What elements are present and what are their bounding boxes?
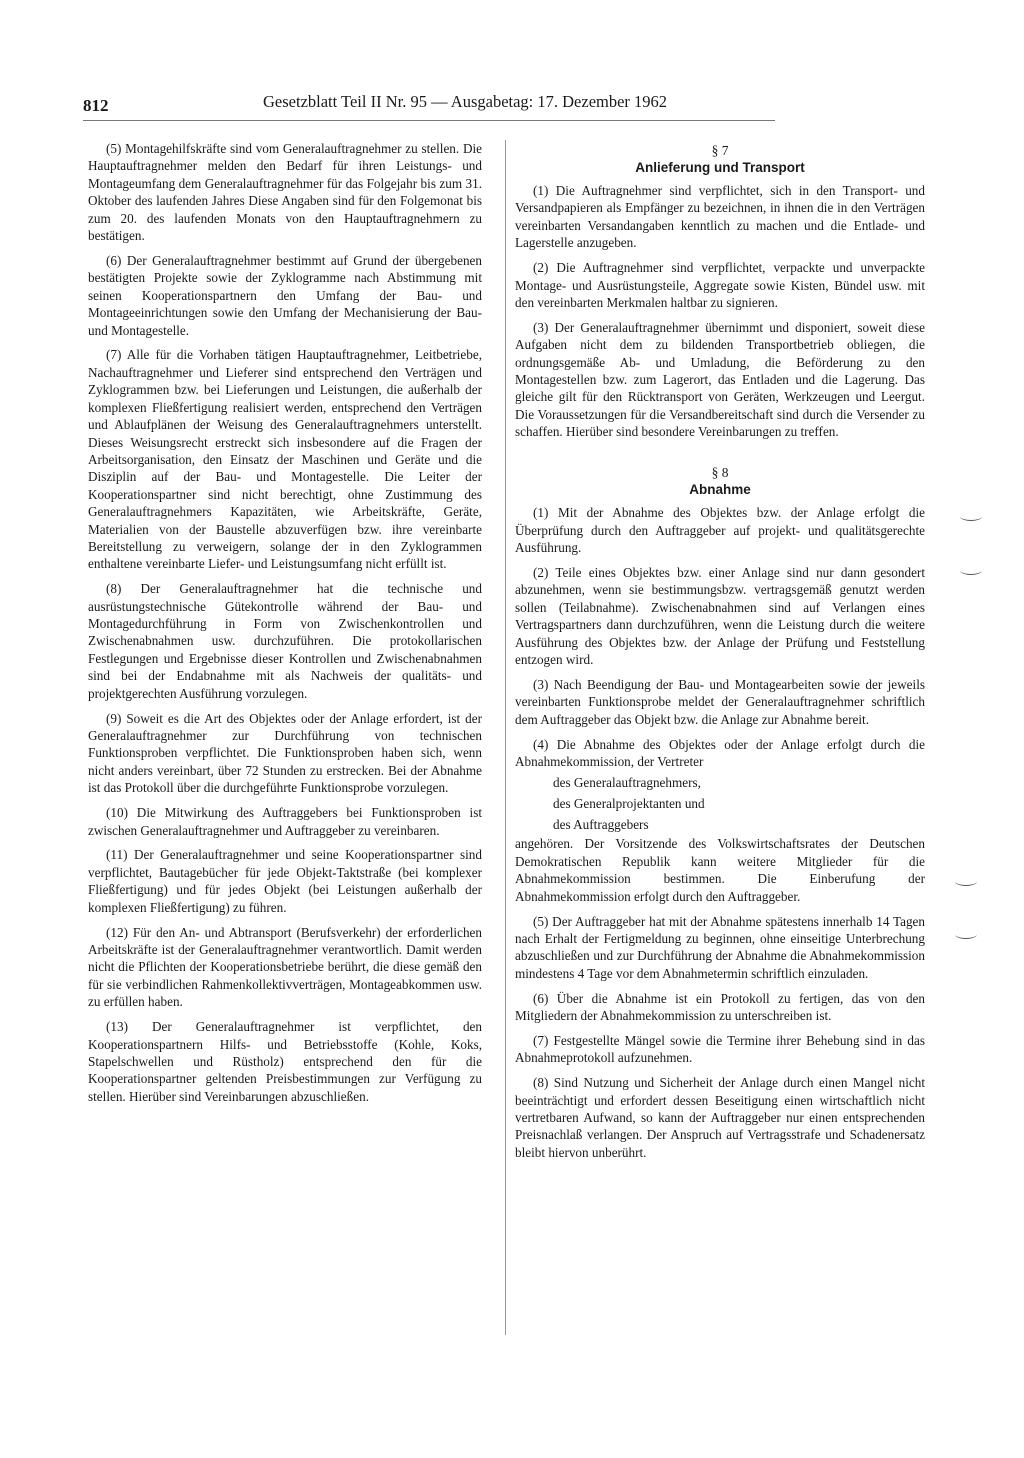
s8-paragraph-7: (7) Festgestellte Mängel sowie die Termine ihrer Behebung sind in das Abnahmeprotokoll aufzunehmen. [515, 1032, 925, 1066]
paragraph-10: (10) Die Mitwirkung des Auftraggebers bei Funktionsproben ist zwischen Generalauftragnehmer und Auftraggeber zu vereinbaren. [88, 805, 482, 838]
paragraph-12: (12) Für den An- und Abtransport (Berufsverkehr) der erforderlichen Arbeitskräfte ist der Generalauftragnehmer verantwortlich. Damit werden nicht die Pflichten der Kooperationsbetriebe berührt, die diese gemäß den für sie verbindlichen Rahmenkollektivverträgen, Montageabkommen usw. zu erfüllen haben. [88, 924, 482, 1010]
paragraph-5: (5) Montagehilfskräfte sind vom Generalauftragnehmer zu stellen. Die Hauptauftragnehmer melden den Bedarf für ihren Leistungs- und Montageumfang dem Generalauftragnehmer für das Folgejahr bis zum 31. Oktober des laufenden Jahres Diese Angaben sind für den Folgemonat bis zum 20. des laufenden Monats von den Hauptauftragnehmern zu bestätigen. [88, 141, 482, 244]
list-item: des Auftraggebers [553, 817, 649, 833]
paragraph-7: (7) Alle für die Vorhaben tätigen Hauptauftragnehmer, Leitbetriebe, Nachauftragnehmer und Lieferer sind entsprechend den Verträgen und Zyklogrammen bzw. bei Lieferungen und Leistungen, die außerhalb der komplexen Fließfertigung realisiert werden, entsprechend den Verträgen und Ablaufplänen der Weisung des Generalauftragnehmers unterstellt. Dieses Weisungsrecht erstreckt sich insbesondere auf die Fragen der Arbeitsorganisation, den Einsatz der Maschinen und Geräte und die Disziplin auf der Bau- und Montagestelle. Die Leiter der Kooperationspartner sind nicht berechtigt, ohne Zustimmung des Generalauftragnehmers Kapazitäten, wie Arbeitskräfte, Geräte, Materialien von der Baustelle abzuverfügen bzw. ihre vereinbarte Bereitstellung zu verweigern, solange der in den Zyklogrammen enthaltene vereinbarte Liefer- und Leistungsumfang nicht erfüllt ist. [88, 347, 482, 572]
paragraph-8: (8) Der Generalauftragnehmer hat die technische und ausrüstungstechnische Gütekontrolle während der Bau- und Montagedurchführung in Form von Zwischenkontrollen und Zwischenabnahmen usw. durchzuführen. Die protokollarischen Festlegungen und Ergebnisse dieser Kontrollen und Zwischenabnahmen sind bei der Endabnahme mit als Nachweis der qualitäts- und projektgerechten Ausführung vorzulegen. [88, 581, 482, 701]
right-column [515, 140, 925, 1340]
left-column [88, 140, 482, 1340]
margin-mark [960, 512, 982, 521]
paragraph-11: (11) Der Generalauftragnehmer und seine Kooperationspartner sind verpflichtet, Bautagebücher für jede Objekt-Taktstraße (bei komplexer Fließfertigung) und für jedes Objekt (bei Leistungen außerhalb der komplexen Fließfertigung) zu führen. [88, 847, 482, 915]
section-spacer [515, 448, 925, 462]
section-7-title: Anlieferung und Transport [635, 160, 805, 175]
s8-paragraph-4-continuation: angehören. Der Vorsitzende des Volkswirtschaftsrates der Deutschen Demokratischen Republik kann weitere Mitglieder für die Abnahmekommission bestimmen. Die Einberufung der Abnahmekommission erfolgt durch den Auftraggeber. [515, 836, 925, 904]
margin-mark [955, 930, 977, 939]
list-item: des Generalprojektanten und [553, 796, 705, 812]
list-item: des Generalauftragnehmers, [553, 775, 701, 791]
section-8-number: § 8 [711, 465, 729, 481]
paragraph-9: (9) Soweit es die Art des Objektes oder der Anlage erfordert, ist der Generalauftragnehmer zur Durchführung von technischen Funktionsproben verpflichtet. Die Funktionsproben haben sich, wenn nicht anders vereinbart, über 72 Stunden zu erstrecken. Bei der Abnahme ist das Protokoll über die durchgeführte Funktionsprobe vorzulegen. [88, 710, 482, 796]
section-7-number: § 7 [711, 143, 729, 158]
margin-mark [955, 877, 977, 886]
s8-paragraph-2: (2) Teile eines Objektes bzw. einer Anlage sind nur dann gesondert abzunehmen, wenn sie bestimmungsbzw. vertragsgemäß genutzt werden sollen (Teilabnahme). Zwischenabnahmen sind auf Verlangen eines Vertragspartners dann durchzuführen, wenn die Leistung durch die weitere Ausführung des Objektes bzw. der Anlage der Prüfung und Feststellung entzogen wird. [515, 564, 925, 667]
s7-paragraph-2: (2) Die Auftragnehmer sind verpflichtet, verpackte und unverpackte Montage- und Ausrüstungsteile, Aggregate sowie Kisten, Bündel usw. mit den vereinbarten Merkmalen haltbar zu signieren. [515, 260, 925, 310]
s8-paragraph-5: (5) Der Auftraggeber hat mit der Abnahme spätestens innerhalb 14 Tagen nach Erhalt der Fertigmeldung zu beginnen, ohne einseitige Unterbrechung abzuschließen und zur Durchführung der Abnahme die Abnahmekommission mindestens 4 Tage vor dem Abnahmetermin schriftlich einzuladen. [515, 913, 925, 981]
s7-paragraph-1: (1) Die Auftragnehmer sind verpflichtet, sich in den Transport- und Versandpapieren als Empfänger zu bezeichnen, in ihnen die in den Verträgen vereinbarten Versandangaben kenntlich zu machen und die Entlade- und Lagerstelle anzugeben. [515, 183, 925, 251]
column-divider [505, 140, 506, 1335]
s8-paragraph-3: (3) Nach Beendigung der Bau- und Montagearbeiten sowie der jeweils vereinbarten Funktionsprobe meldet der Generalauftragnehmer schriftlich dem Auftraggeber das Objekt bzw. die Anlage zur Abnahme bereit. [515, 676, 925, 727]
s8-paragraph-4: (4) Die Abnahme des Objektes oder der Anlage erfolgt durch die Abnahmekommission, der Vertreter [515, 736, 925, 769]
s8-paragraph-6: (6) Über die Abnahme ist ein Protokoll zu fertigen, das von den Mitgliedern der Abnahmekommission zu unterschreiben ist. [515, 990, 925, 1024]
s8-paragraph-1: (1) Mit der Abnahme des Objektes bzw. der Anlage erfolgt die Überprüfung durch den Auftraggeber auf projekt- und qualitätsgerechte Ausführung. [515, 505, 925, 555]
paragraph-13: (13) Der Generalauftragnehmer ist verpflichtet, den Kooperationspartnern Hilfs- und Betriebsstoffe (Kohle, Koks, Stapelschwellen und Rüstholz) entsprechend den für die Kooperationspartner geltenden Preisbestimmungen zur Verfügung zu stellen. Hierüber sind Vereinbarungen abzuschließen. [88, 1019, 482, 1104]
s8-paragraph-8: (8) Sind Nutzung und Sicherheit der Anlage durch einen Mangel nicht beeinträchtigt und erfordert dessen Beseitigung einen wirtschaftlich nicht vertretbaren Aufwand, so kann der Auftraggeber nur einen entsprechenden Preisnachlaß verlangen. Der Anspruch auf Vertragsstrafe und Schadenersatz bleibt hiervon unberührt. [515, 1075, 925, 1160]
section-8-title: Abnahme [689, 482, 751, 498]
running-head: Gesetzblatt Teil II Nr. 95 — Ausgabetag: 17. Dezember 1962 [263, 92, 668, 111]
paragraph-6: (6) Der Generalauftragnehmer bestimmt auf Grund der übergebenen bestätigten Projekte sowie der Zyklogramme nach Abstimmung mit seinen Kooperationspartnern den Umfang der Bau- und Montageeinrichtungen sowie den Umfang der Mechanisierung der Bau- und Montagestelle. [88, 252, 482, 338]
page-header [83, 92, 775, 121]
s7-paragraph-3: (3) Der Generalauftragnehmer übernimmt und disponiert, soweit diese Aufgaben nicht dem zu bildenden Transportbetrieb obliegen, die ordnungsgemäße Ab- und Umladung, die Beförderung zu den Montagestellen bzw. zum Lagerort, das Entladen und die Lagerung. Das gleiche gilt für den Rücktransport von Geräten, Werkzeugen und Leergut. Die Voraussetzungen für die Versandbereitschaft sind durch die Versender zu schaffen. Hierüber sind besondere Vereinbarungen zu treffen. [515, 319, 925, 440]
margin-mark [960, 566, 982, 575]
page-number: 812 [83, 96, 109, 115]
